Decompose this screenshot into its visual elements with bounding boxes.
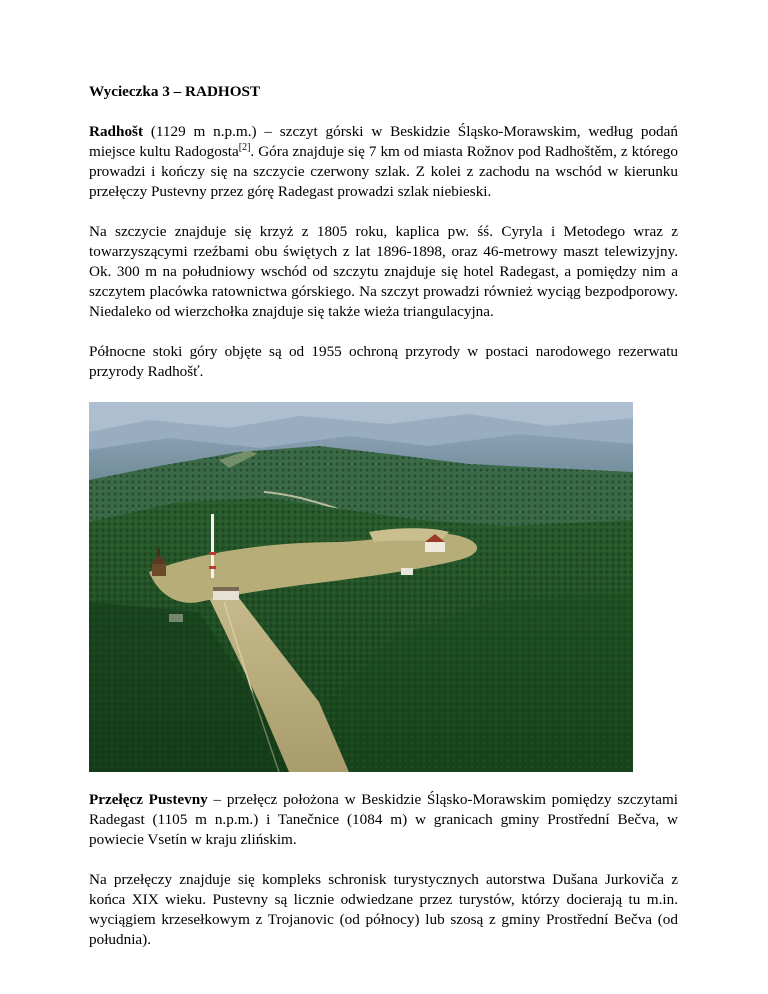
- paragraph-shelters: Na przełęczy znajduje się kompleks schronisk turystycznych autorstwa Dušana Jurkoviča z końca XIX wieku. Pustevny są licznie odwiedzane przez turystów, którzy docierają tu m.in. wyciągiem krzesełkowym z Trojanovic (od północy) lub szosą z gminy Prostřední Bečva (od południa).: [89, 871, 678, 948]
- footnote-ref[interactable]: [2]: [238, 141, 251, 153]
- mountain-rescue-building: [213, 590, 239, 600]
- paragraph-radhost: [89, 122, 678, 202]
- mast-mark: [209, 566, 216, 569]
- document-content: [89, 82, 678, 970]
- aerial-photo-drawing: [89, 402, 633, 772]
- paragraph-summit: Na szczycie znajduje się krzyż z 1805 roku, kaplica pw. śś. Cyryla i Metodego wraz z towarzyszącymi rzeźbami obu świętych z lat 1896-1898, oraz 46-metrowy maszt telewizyjny. Ok. 300 m na południowy wschód od szczytu znajduje się hotel Radegast, a pomiędzy nim a szczytem placówka ratownictwa górskiego. Na szczyt prowadzi również wyciąg bezpodporowy. Niedaleko od wierzchołka znajduje się także wieża triangulacyjna.: [89, 223, 678, 320]
- mast-mark: [209, 552, 216, 555]
- chapel-body: [152, 564, 166, 576]
- page-title: Wycieczka 3 – RADHOST: [89, 83, 261, 100]
- term-pustevny: Przełęcz Pustevny: [89, 791, 208, 808]
- chapel-tower: [157, 548, 160, 556]
- aerial-photo-radhost: [89, 402, 633, 772]
- building-roof: [213, 587, 239, 591]
- term-radhost: Radhošt: [89, 123, 144, 140]
- small-building: [401, 568, 413, 575]
- paragraph-radhost-text-b: . Góra znajduje się 7 km od miasta Rožnov pod Radhoštěm, z którego prowadzi i kończy się na szczycie czerwony szlak. Z kolei z zachodu na wschód w kierunku przełęczy Pustevny przez górę Radegast prowadzi szlak niebieski.: [89, 143, 678, 200]
- paragraph-reserve: Północne stoki góry objęte są od 1955 ochroną przyrody w postaci narodowego rezerwatu przyrody Radhošť.: [89, 343, 678, 380]
- paragraph-pustevny-text: – przełęcz położona w Beskidzie Śląsko-Morawskim pomiędzy szczytami Radegast (1105 m n.p.m.) i Tanečnice (1084 m) w granicach gminy Prostřední Bečva, w powiecie Vsetín w kraju zlińskim.: [89, 791, 678, 848]
- paragraph-radhost-text-a: (1129 m n.p.m.) – szczyt górski w Beskidzie Śląsko-Morawskim, według podań miejsce kultu Radogosta: [89, 123, 678, 160]
- hotel-radegast: [425, 542, 445, 552]
- paragraph-pustevny: [89, 790, 678, 850]
